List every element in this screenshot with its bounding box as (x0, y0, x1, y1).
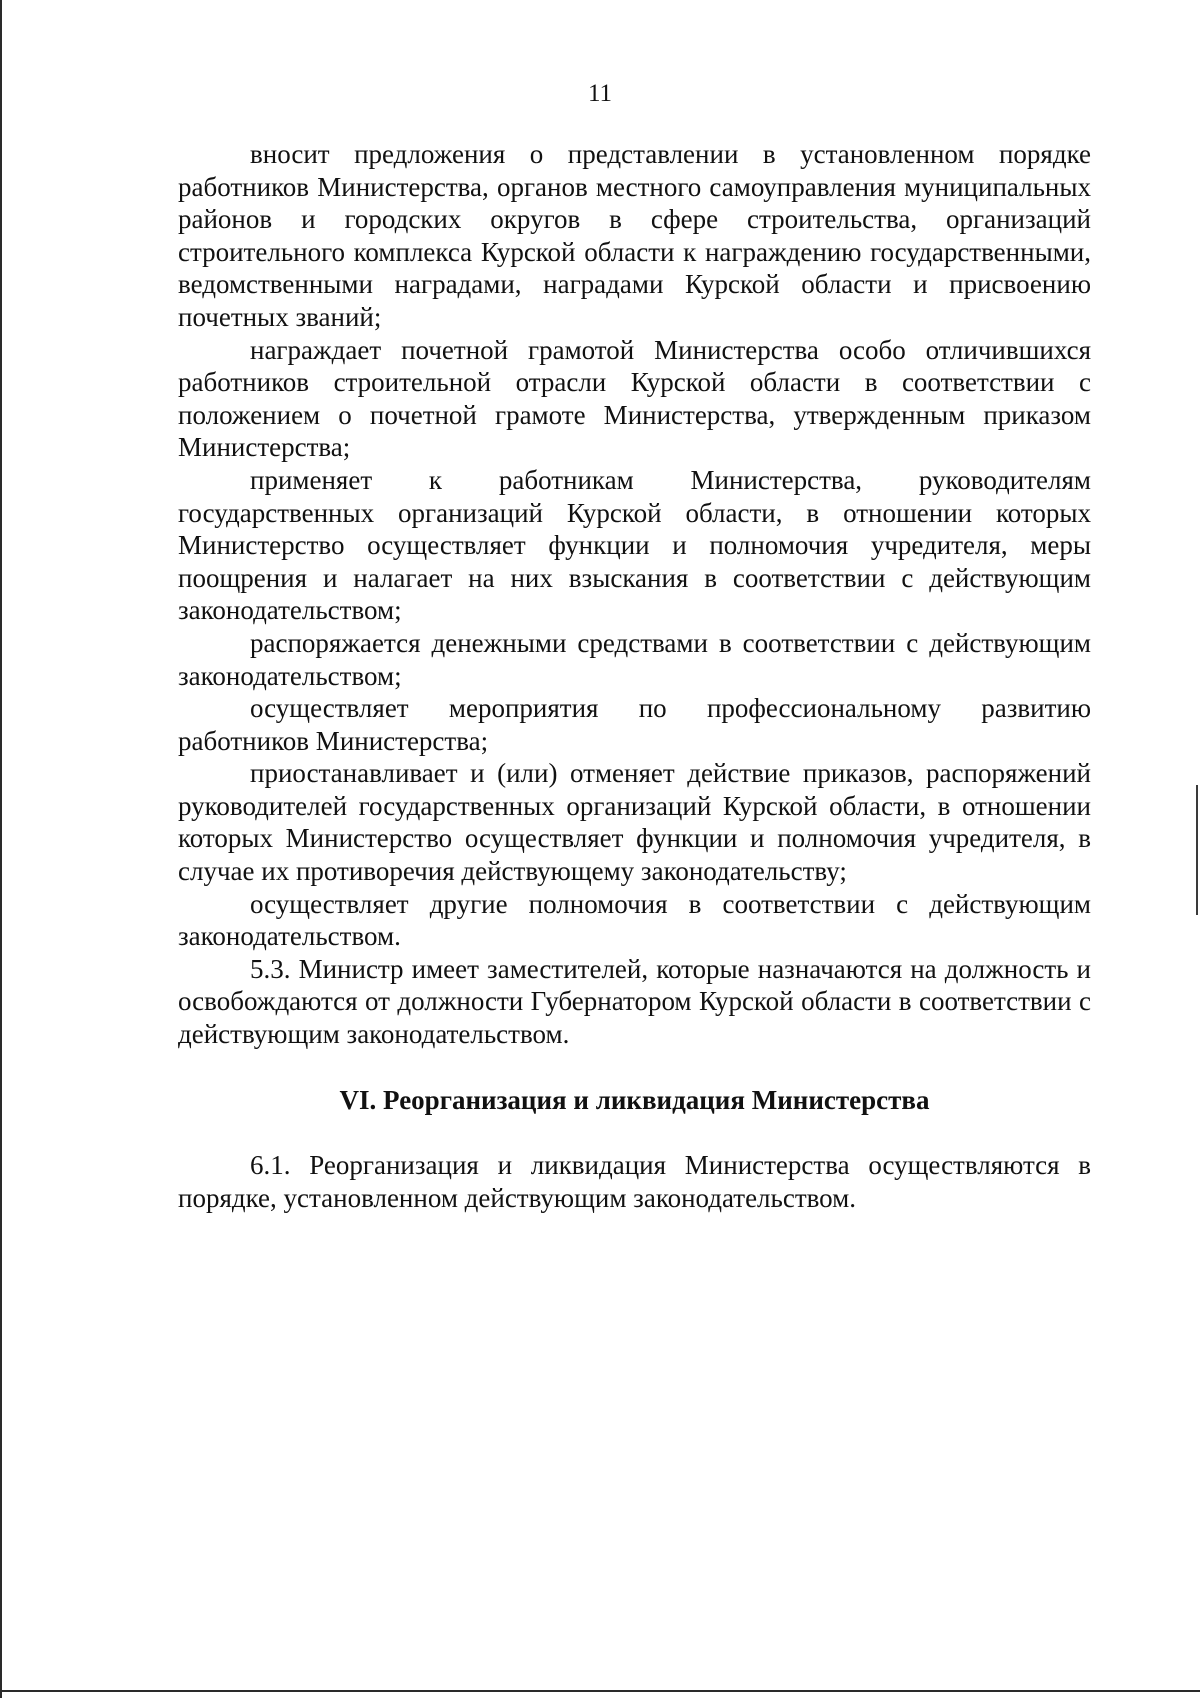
paragraph-5-3-deputies: 5.3. Министр имеет заместителей, которые назначаются на должность и освобождаются от должности Губернатором Курской области в соответствии с действующим законодательством. (178, 953, 1091, 1050)
paragraph-certificate-of-honor: награждает почетной грамотой Министерства особо отличившихся работников строительной отрасли Курской области в соответствии с положением о почетной грамоте Министерства, утвержденным приказом Министерства; (178, 334, 1091, 463)
paragraph-funds-management: распоряжается денежными средствами в соответствии с действующим законодательством; (178, 627, 1091, 691)
paragraph-professional-development: осуществляет мероприятия по профессиональному развитию работников Министерства; (178, 693, 1091, 756)
scan-left-edge-line (0, 0, 2, 1698)
scan-right-edge-mark (1196, 785, 1198, 915)
paragraph-other-powers: осуществляет другие полномочия в соответствии с действующим законодательством. (178, 888, 1091, 952)
page-number: 11 (587, 80, 613, 107)
paragraph-incentives-and-penalties: применяет к работникам Министерства, руководителям государственных организаций Курской области, в отношении которых Министерство осуществляет функции и полномочия учредителя, меры поощрения и налагает на них взыскания в соответствии с действующим законодательством; (178, 464, 1091, 626)
section-heading: VI. Реорганизация и ликвидация Министерства (339, 1084, 930, 1115)
document-body (178, 138, 1091, 1214)
paragraph-6-1-reorganization: 6.1. Реорганизация и ликвидация Министерства осуществляются в порядке, установленном действующим законодательством. (178, 1150, 1091, 1213)
scan-bottom-edge-line (0, 1690, 1200, 1692)
paragraph-awards-proposals: вносит предложения о представлении в установленном порядке работников Министерства, органов местного самоуправления муниципальных районов и городских округов в сфере строительства, организаций строительного комплекса Курской области к награждению государственными, ведомственными наградами, наградами Курской области и присвоению почетных званий; (178, 139, 1091, 332)
paragraph-suspension-of-orders: приостанавливает и (или) отменяет действие приказов, распоряжений руководителей государственных организаций Курской области, в отношении которых Министерство осуществляет функции и полномочия учредителя, в случае их противоречия действующему законодательству; (178, 758, 1091, 887)
